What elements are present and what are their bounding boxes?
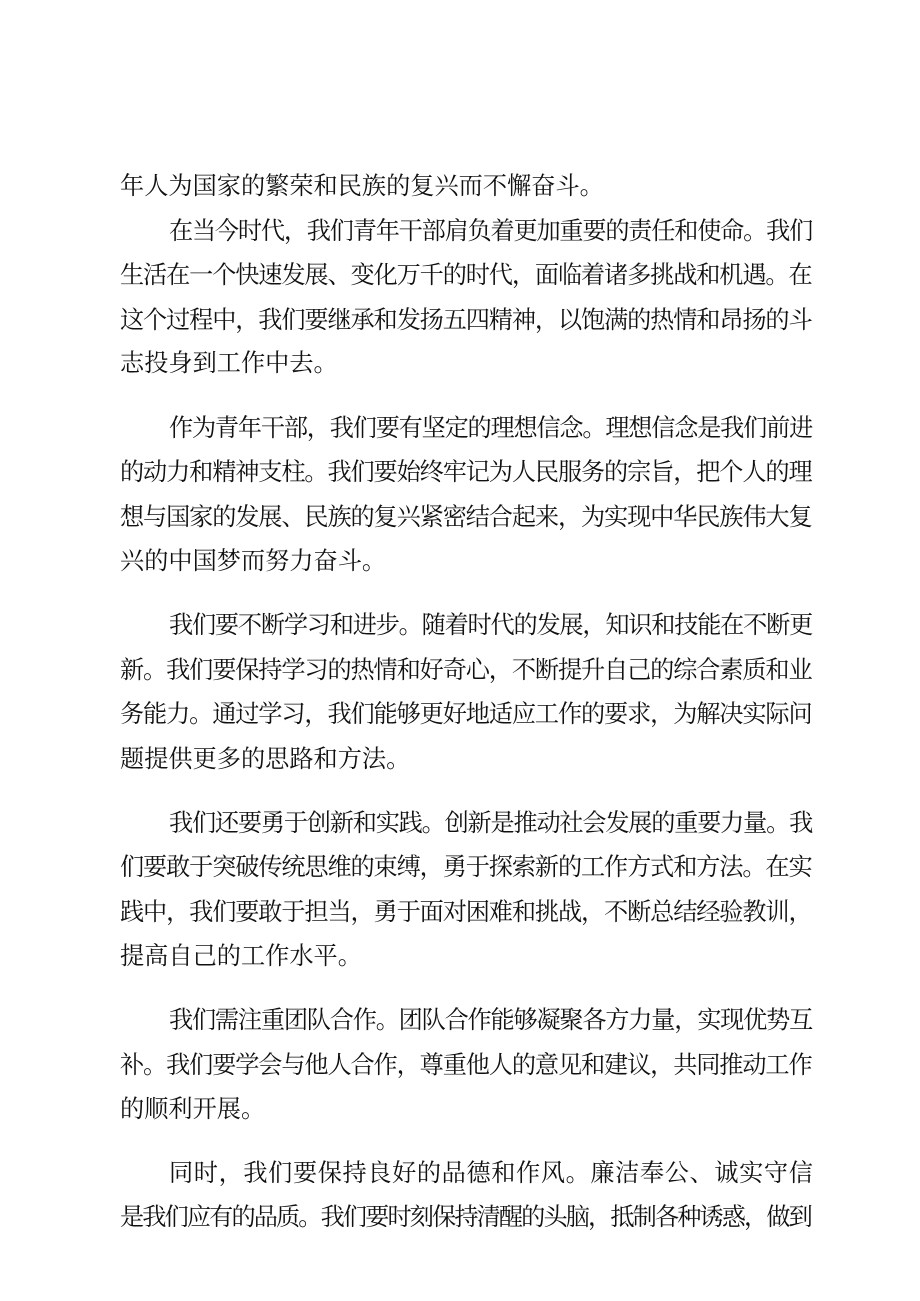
text-line: 是我们应有的品质。我们要时刻保持清醒的头脑，抵制各种诱惑，做到 [120, 1203, 811, 1231]
text-line: 的动力和精神支柱。我们要始终牢记为人民服务的宗旨，把个人的理 [120, 458, 812, 486]
text-line: 新。我们要保持学习的热情和好奇心，不断提升自己的综合素质和业 [120, 656, 812, 684]
text-line: 务能力。通过学习，我们能够更好地适应工作的要求，为解决实际问 [120, 700, 812, 728]
text-line: 践中，我们要敢于担当，勇于面对困难和挑战，不断总结经验教训， [120, 898, 812, 926]
text-line: 们要敢于突破传统思维的束缚，勇于探索新的工作方式和方法。在实 [120, 853, 812, 881]
text-line: 我们需注重团队合作。团队合作能够凝聚各方力量，实现优势互 [169, 1006, 813, 1034]
text-line: 这个过程中，我们要继承和发扬五四精神，以饱满的热情和昂扬的斗 [120, 306, 812, 334]
text-line: 补。我们要学会与他人合作，尊重他人的意见和建议，共同推动工作 [120, 1051, 812, 1079]
text-line: 兴的中国梦而努力奋斗。 [120, 547, 387, 575]
text-line: 我们还要勇于创新和实践。创新是推动社会发展的重要力量。我 [169, 809, 813, 837]
text-line: 生活在一个快速发展、变化万千的时代，面临着诸多挑战和机遇。在 [120, 261, 812, 289]
text-line: 提高自己的工作水平。 [120, 942, 362, 970]
text-line: 作为青年干部，我们要有坚定的理想信念。理想信念是我们前进 [169, 414, 813, 442]
text-line: 我们要不断学习和进步。随着时代的发展，知识和技能在不断更 [169, 611, 813, 639]
text-line: 同时，我们要保持良好的品德和作风。廉洁奉公、诚实守信 [169, 1159, 814, 1187]
text-line: 的顺利开展。 [120, 1095, 266, 1123]
text-line: 想与国家的发展、民族的复兴紧密结合起来，为实现中华民族伟大复 [120, 503, 812, 531]
text-line: 志投身到工作中去。 [120, 349, 338, 377]
text-line: 年人为国家的繁荣和民族的复兴而不懈奋斗。 [120, 172, 604, 200]
text-line: 在当今时代，我们青年干部肩负着更加重要的责任和使命。我们 [169, 217, 813, 245]
text-line: 题提供更多的思路和方法。 [120, 745, 411, 773]
